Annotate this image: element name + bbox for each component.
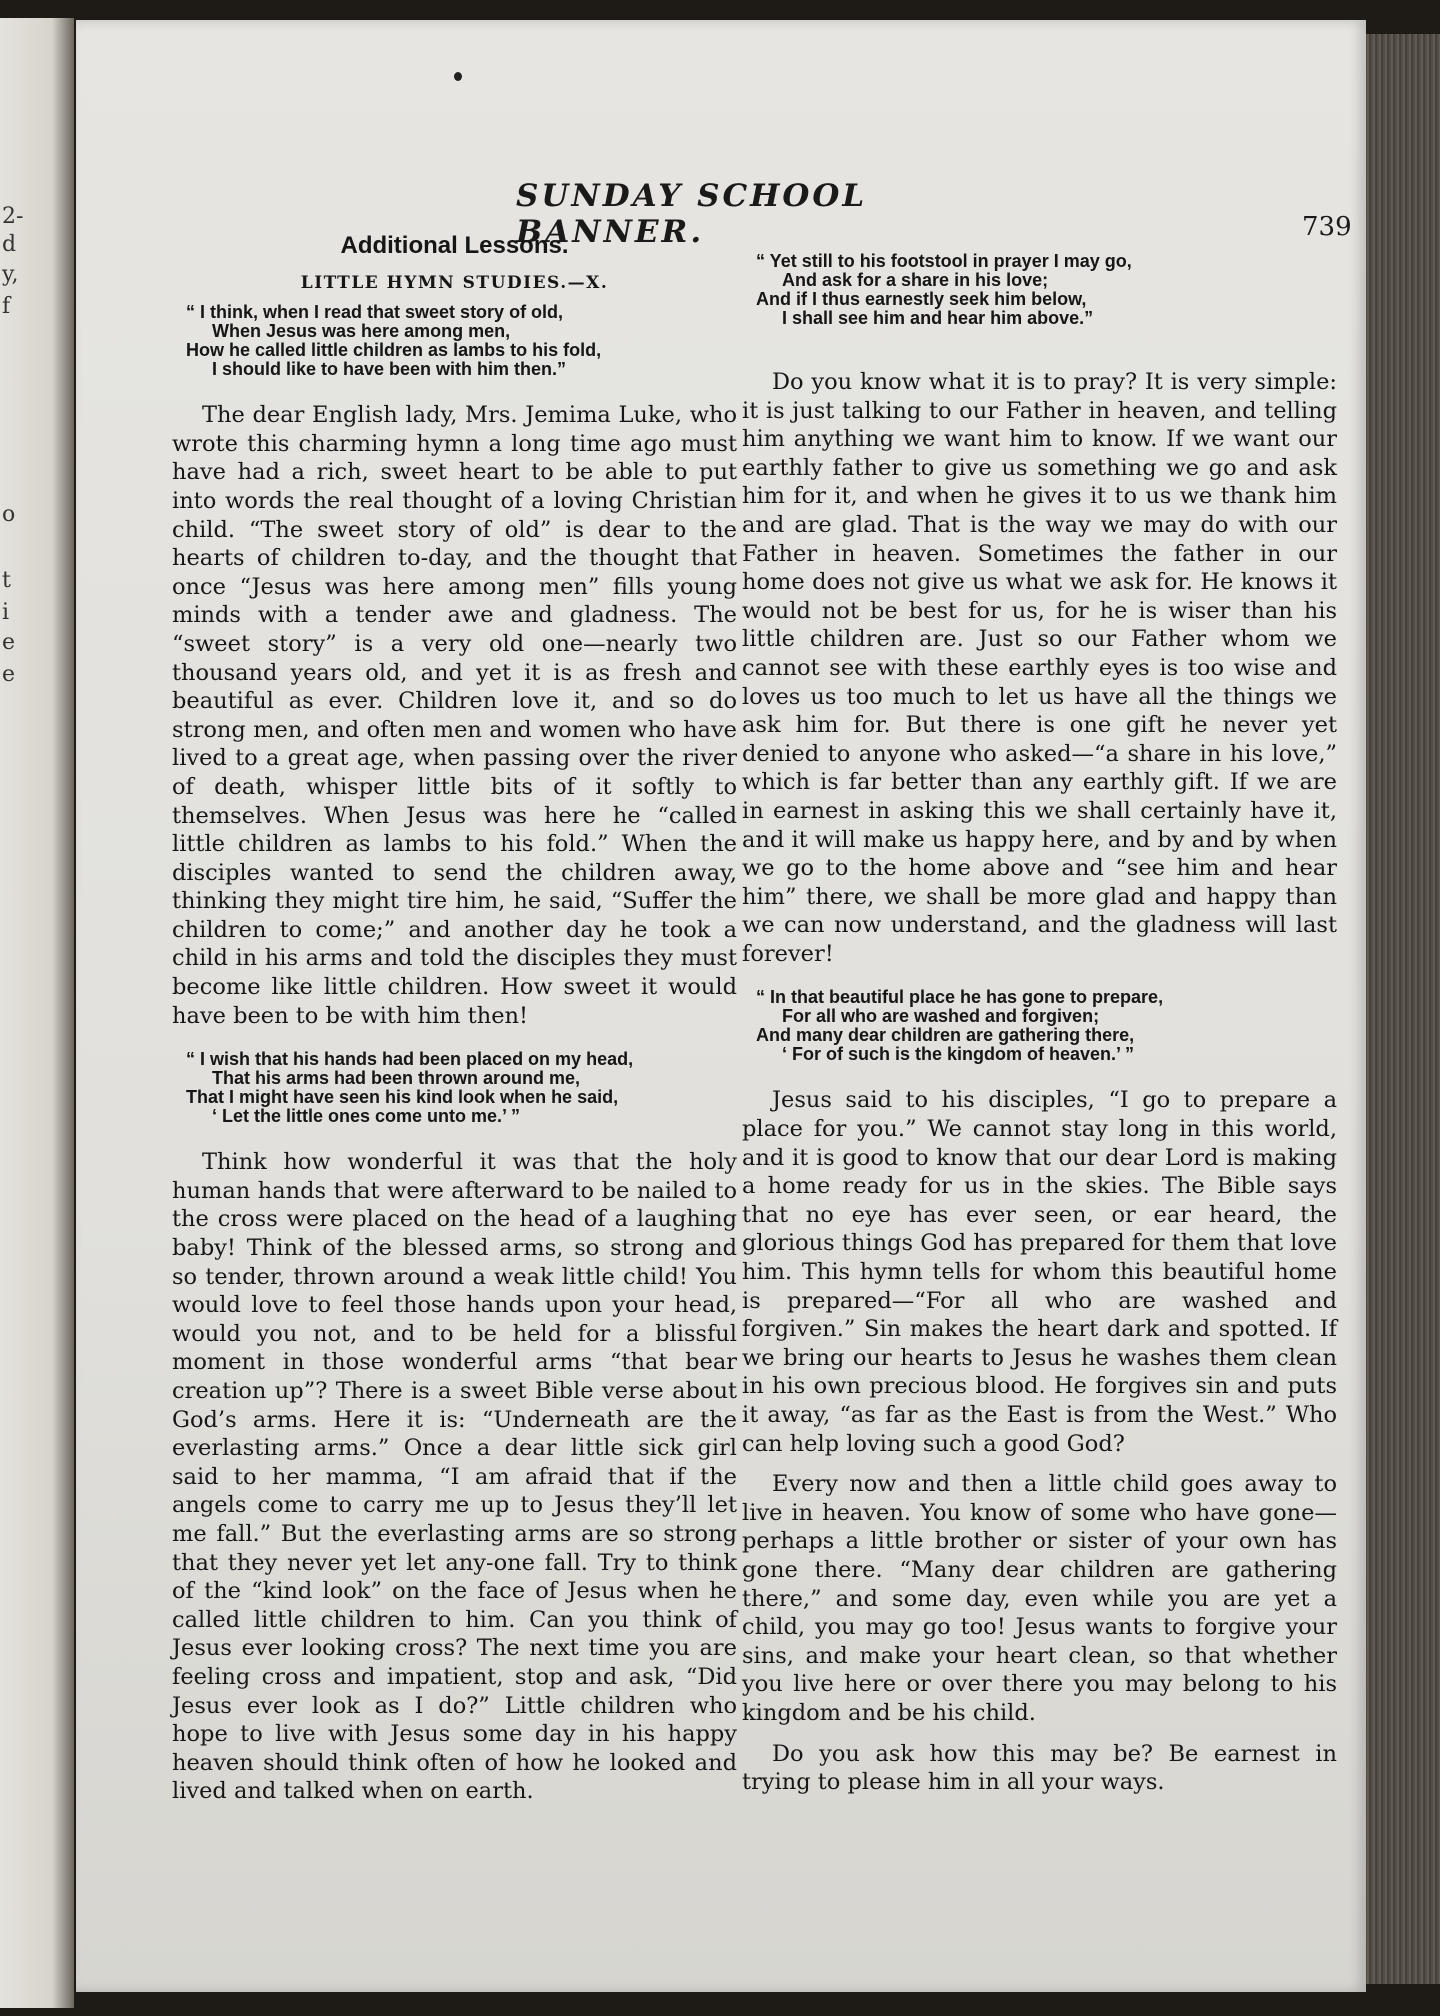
left-page-fragment: o [2, 502, 16, 527]
left-page-fragment: d [2, 232, 17, 257]
left-page-fragment: f [2, 294, 11, 319]
verse-line: ‘ For of such is the kingdom of heaven.’ ” [782, 1044, 1135, 1065]
verse-line: For all who are washed and forgiven; [782, 1006, 1100, 1027]
verse-line: “ Yet still to his footstool in prayer I may go, [756, 251, 1132, 271]
verse-line: ‘ Let the little ones come unto me.’ ” [212, 1106, 521, 1127]
verse-line: And many dear children are gathering there, [756, 1025, 1135, 1046]
verse-line: That his arms had been thrown around me, [212, 1068, 581, 1089]
verse-line: That I might have seen his kind look when he said, [186, 1087, 619, 1108]
document-page [76, 20, 1366, 1992]
paragraph: Do you know what it is to pray? It is very simple: it is just talking to our Father in heaven, and telling him anything we want him to know. If we want our earthly father to give us something we go and ask him for it, and when he gives it to us we thank him and are glad. That is the way we may do with our Father in heaven. Sometimes the father in our home does not give us what we ask for. He knows it would not be best for us, for he is wiser than his little children are. Just so our Father whom we cannot see with these earthly eyes is too wise and loves us too much to let us have all the things we ask him for. But there is one gift he never yet denied to anyone who asked—“a share in his love,” which is far better than any earthly gift. If we are in earnest in asking this we shall certainly have it, and it will make us happy here, and by and by when we go to the home above and “see him and hear him” there, we shall be more glad and happy than we can now understand, and the gladness will last forever! [742, 369, 1337, 967]
verse-line: I should like to have been with him then.” [212, 359, 567, 380]
ink-dot [454, 72, 462, 81]
paragraph: The dear English lady, Mrs. Jemima Luke, who wrote this charming hymn a long time ago must have had a rich, sweet heart to be able to put into words the real thought of a loving Christian child. “The sweet story of old” is dear to the hearts of children to-day, and the thought that once “Jesus was here among men” fills young minds with a tender awe and gladness. The “sweet story” is a very old one—nearly two thousand years old, and yet it is as fresh and beautiful as ever. Children love it, and so do strong men, and often men and women who have lived to a great age, when passing over the river of death, whisper little bits of it softly to themselves. When Jesus was here he “called little children as lambs to his fold.” When the disciples wanted to send the children away, thinking they might tire him, he said, “Suffer the children to come;” and another day he took a child in his arms and told the disciples they must become like little children. How sweet it would have been to be with him then! [172, 402, 737, 1029]
verse-line: And if I thus earnestly seek him below, [756, 289, 1087, 309]
left-column [172, 232, 737, 1818]
hymn-verse [172, 303, 737, 379]
verse-line: “ In that beautiful place he has gone to prepare, [756, 987, 1164, 1008]
left-page-fragment: e [2, 662, 16, 687]
paragraph: Every now and then a little child goes away to live in heaven. You know of some who have gone—perhaps a little brother or sister of your own has gone there. “Many dear children are gathering there,” and some day, even while you are yet a child, you may go too! Jesus wants to forgive your sins, and make your heart clean, so that whether you live here or over there you may belong to his kingdom and be his child. [742, 1471, 1337, 1726]
verse-line: When Jesus was here among men, [212, 321, 511, 342]
paragraph: Jesus said to his disciples, “I go to prepare a place for you.” We cannot stay long in this world, and it is good to know that our dear Lord is making a home ready for us in the skies. The Bible says that no eye has ever seen, or ear heard, the glorious things God has prepared for them that love him. This hymn tells for whom this beautiful home is prepared—“For all who are washed and forgiven.” Sin makes the heart dark and spotted. If we bring our hearts to Jesus he washes them clean in his own precious blood. He forgives sin and puts it away, “as far as the East is from the West.” Who can help loving such a good God? [742, 1087, 1337, 1457]
left-page-fragment: y, [2, 262, 19, 287]
page-number: 739 [1302, 212, 1352, 242]
left-page-fragment: e [2, 630, 16, 655]
verse-line: “ I wish that his hands had been placed on my head, [186, 1049, 634, 1070]
hymn-verse [172, 1050, 737, 1126]
verse-line: How he called little children as lambs to his fold, [186, 340, 602, 361]
left-page-edge [0, 18, 74, 2008]
hymn-verse [742, 988, 1337, 1064]
left-page-fragment: t [2, 568, 11, 593]
left-page-fragment: i [2, 600, 10, 625]
verse-line: And ask for a share in his love; [782, 270, 1049, 290]
verse-line: “ I think, when I read that sweet story of old, [186, 302, 564, 323]
left-page-fragment: 2- [2, 204, 24, 229]
right-column [742, 252, 1337, 1809]
book-page-edges [1366, 34, 1440, 1984]
hymn-verse [742, 252, 1337, 328]
section-title: Additional Lessons. [340, 232, 569, 259]
section-subtitle: LITTLE HYMN STUDIES.—X. [300, 272, 609, 293]
paragraph: Do you ask how this may be? Be earnest in trying to please him in all your ways. [742, 1740, 1337, 1796]
verse-line: I shall see him and hear him above.” [782, 308, 1094, 328]
paragraph: Think how wonderful it was that the holy human hands that were afterward to be nailed to the cross were placed on the head of a laughing baby! Think of the blessed arms, so strong and so tender, thrown around a weak little child! You would love to feel those hands upon your head, would you not, and to be held for a blissful moment in those wonderful arms “that bear creation up”? There is a sweet Bible verse about God’s arms. Here it is: “Underneath are the everlasting arms.” Once a dear little sick girl said to her mamma, “I am afraid that if the angels come to carry me up to Jesus they’ll let me fall.” But the everlasting arms are so strong that they never yet let any-one fall. Try to think of the “kind look” on the face of Jesus when he called little children to him. Can you think of Jesus ever looking cross? The next time you are feeling cross and impatient, stop and ask, “Did Jesus ever look as I do?” Little children who hope to live with Jesus some day in his happy heaven should think often of how he looked and lived and talked when on earth. [172, 1149, 737, 1805]
running-head: SUNDAY SCHOOL BANNER. [516, 178, 868, 250]
